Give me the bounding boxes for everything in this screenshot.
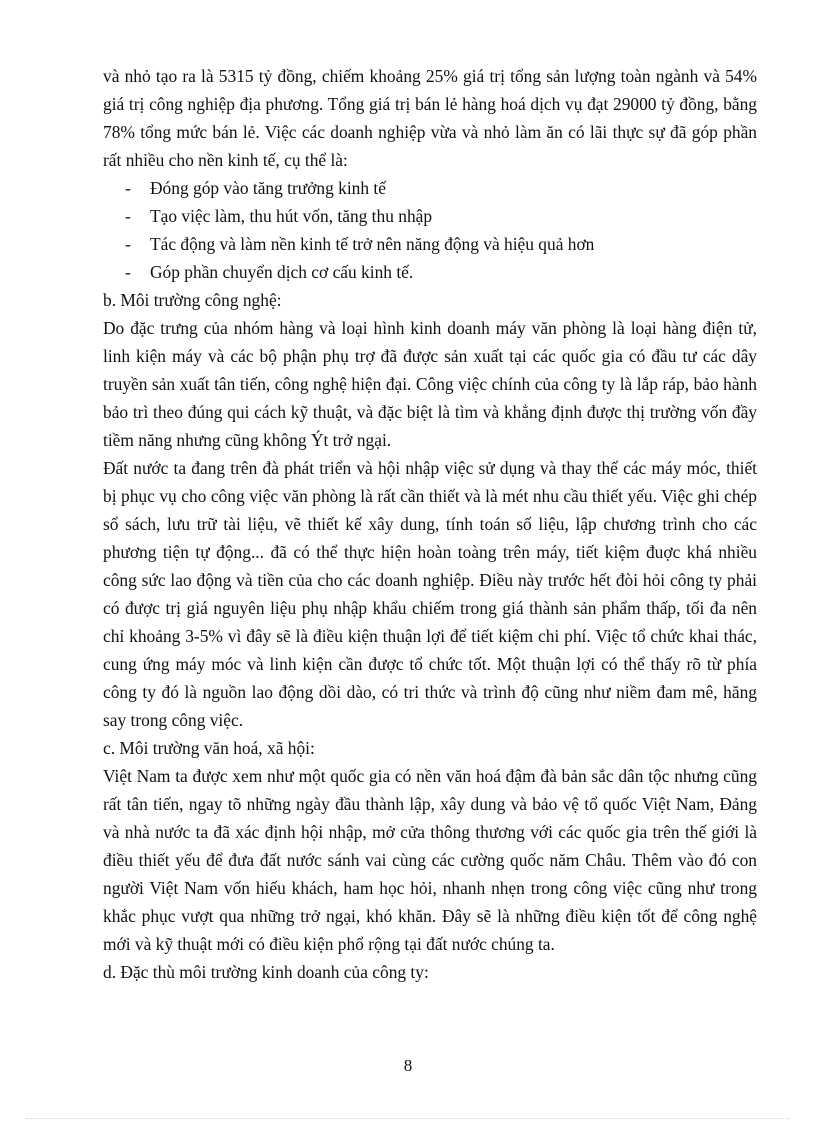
document-page: [103, 62, 757, 986]
bullet-dash: -: [125, 262, 131, 282]
footer-divider: [26, 1118, 790, 1119]
list-item-text: Góp phần chuyển dịch cơ cấu kinh tế.: [150, 262, 414, 282]
paragraph-technology: Do đặc trưng của nhóm hàng và loại hình kinh doanh máy văn phòng là loại hàng điện tử, linh kiện máy và các bộ phận phụ trợ đã được sản xuất tại các quốc gia có đầu tư các dây truyền sản xuất tân tiến, công nghệ hiện đại. Công việc chính của công ty là lắp ráp, bảo hành bảo trì theo đúng qui cách kỹ thuật, và đặc biệt là tìm và khẳng định được thị trường vốn đầy tiềm năng nhưng cũng không Ýt trở ngại.: [103, 318, 757, 450]
list-item-text: Tác động và làm nền kinh tế trở nên năng động và hiệu quả hơn: [150, 234, 595, 254]
list-item: [103, 202, 757, 230]
list-item-text: Tạo việc làm, thu hút vốn, tăng thu nhập: [150, 206, 433, 226]
bullet-dash: -: [125, 178, 131, 198]
paragraph-development: Đất nước ta đang trên đà phát triển và hội nhập việc sử dụng và thay thế các máy móc, thiết bị phục vụ cho công việc văn phòng là rất cần thiết và là mét nhu cầu thiết yếu. Việc ghi chép sổ sách, lưu trữ tài liệu, vẽ thiết kế xây dung, tính toán số liệu, lập chương trình cho các phương tiện tự động... đã có thể thực hiện hoàn toàng trên máy, tiết kiệm đuợc khá nhiều công sức lao động và tiền của cho các doanh nghiệp. Điều này trước hết đòi hỏi công ty phải có được trị giá nguyên liệu phụ nhập khẩu chiếm trong giá thành sản phẩm thấp, tối đa nên chỉ khoảng 3-5% vì đây sẽ là điều kiện thuận lợi để tiết kiệm chi phí. Việc tổ chức khai thác, cung ứng máy móc và linh kiện cần được tổ chức tốt. Một thuận lợi có thể thấy rõ từ phía công ty đó là nguồn lao động dồi dào, có tri thức và trình độ cũng như niềm đam mê, hăng say trong công việc.: [103, 458, 757, 730]
paragraph-culture: Việt Nam ta được xem như một quốc gia có nền văn hoá đậm đà bản sắc dân tộc nhưng cũng rất tân tiến, ngay tõ những ngày đầu thành lập, xây dung và bảo vệ tổ quốc Việt Nam, Đảng và nhà nước ta đã xác định hội nhập, mở cửa thông thương với các quốc gia trên thế giới là điều thiết yếu để đưa đất nước sánh vai cùng các cường quốc năm Châu. Thêm vào đó con người Việt Nam vốn hiếu khách, ham học hỏi, nhanh nhẹn trong công việc cũng như trong khắc phục vượt qua những trở ngại, khó khăn. Đây sẽ là những điều kiện tốt để công nghệ mới và kỹ thuật mới có điều kiện phổ rộng tại đất nước chúng ta.: [103, 766, 757, 954]
list-item: [103, 258, 757, 286]
section-heading-technology: b. Môi trường công nghệ:: [103, 290, 282, 310]
paragraph-sme-contribution: và nhỏ tạo ra là 5315 tỷ đồng, chiếm khoảng 25% giá trị tổng sản lượng toàn ngành và 54% giá trị công nghiệp địa phương. Tổng giá trị bán lẻ hàng hoá dịch vụ đạt 29000 tỷ đồng, bằng 78% tổng mức bán lẻ. Việc các doanh nghiệp vừa và nhỏ làm ăn có lãi thực sự đã góp phần rất nhiều cho nền kinh tế, cụ thể là:: [103, 66, 757, 170]
page-number: 8: [403, 1056, 413, 1075]
section-heading-culture: c. Môi trường văn hoá, xã hội:: [103, 738, 315, 758]
bullet-dash: -: [125, 234, 131, 254]
bullet-dash: -: [125, 206, 131, 226]
section-heading-business-environment: d. Đặc thù môi trường kinh doanh của công ty:: [103, 962, 429, 982]
list-item: [103, 230, 757, 258]
list-item: [103, 174, 757, 202]
list-item-text: Đóng góp vào tăng trưởng kinh tế: [150, 178, 386, 198]
contribution-bullet-list: [103, 174, 757, 286]
